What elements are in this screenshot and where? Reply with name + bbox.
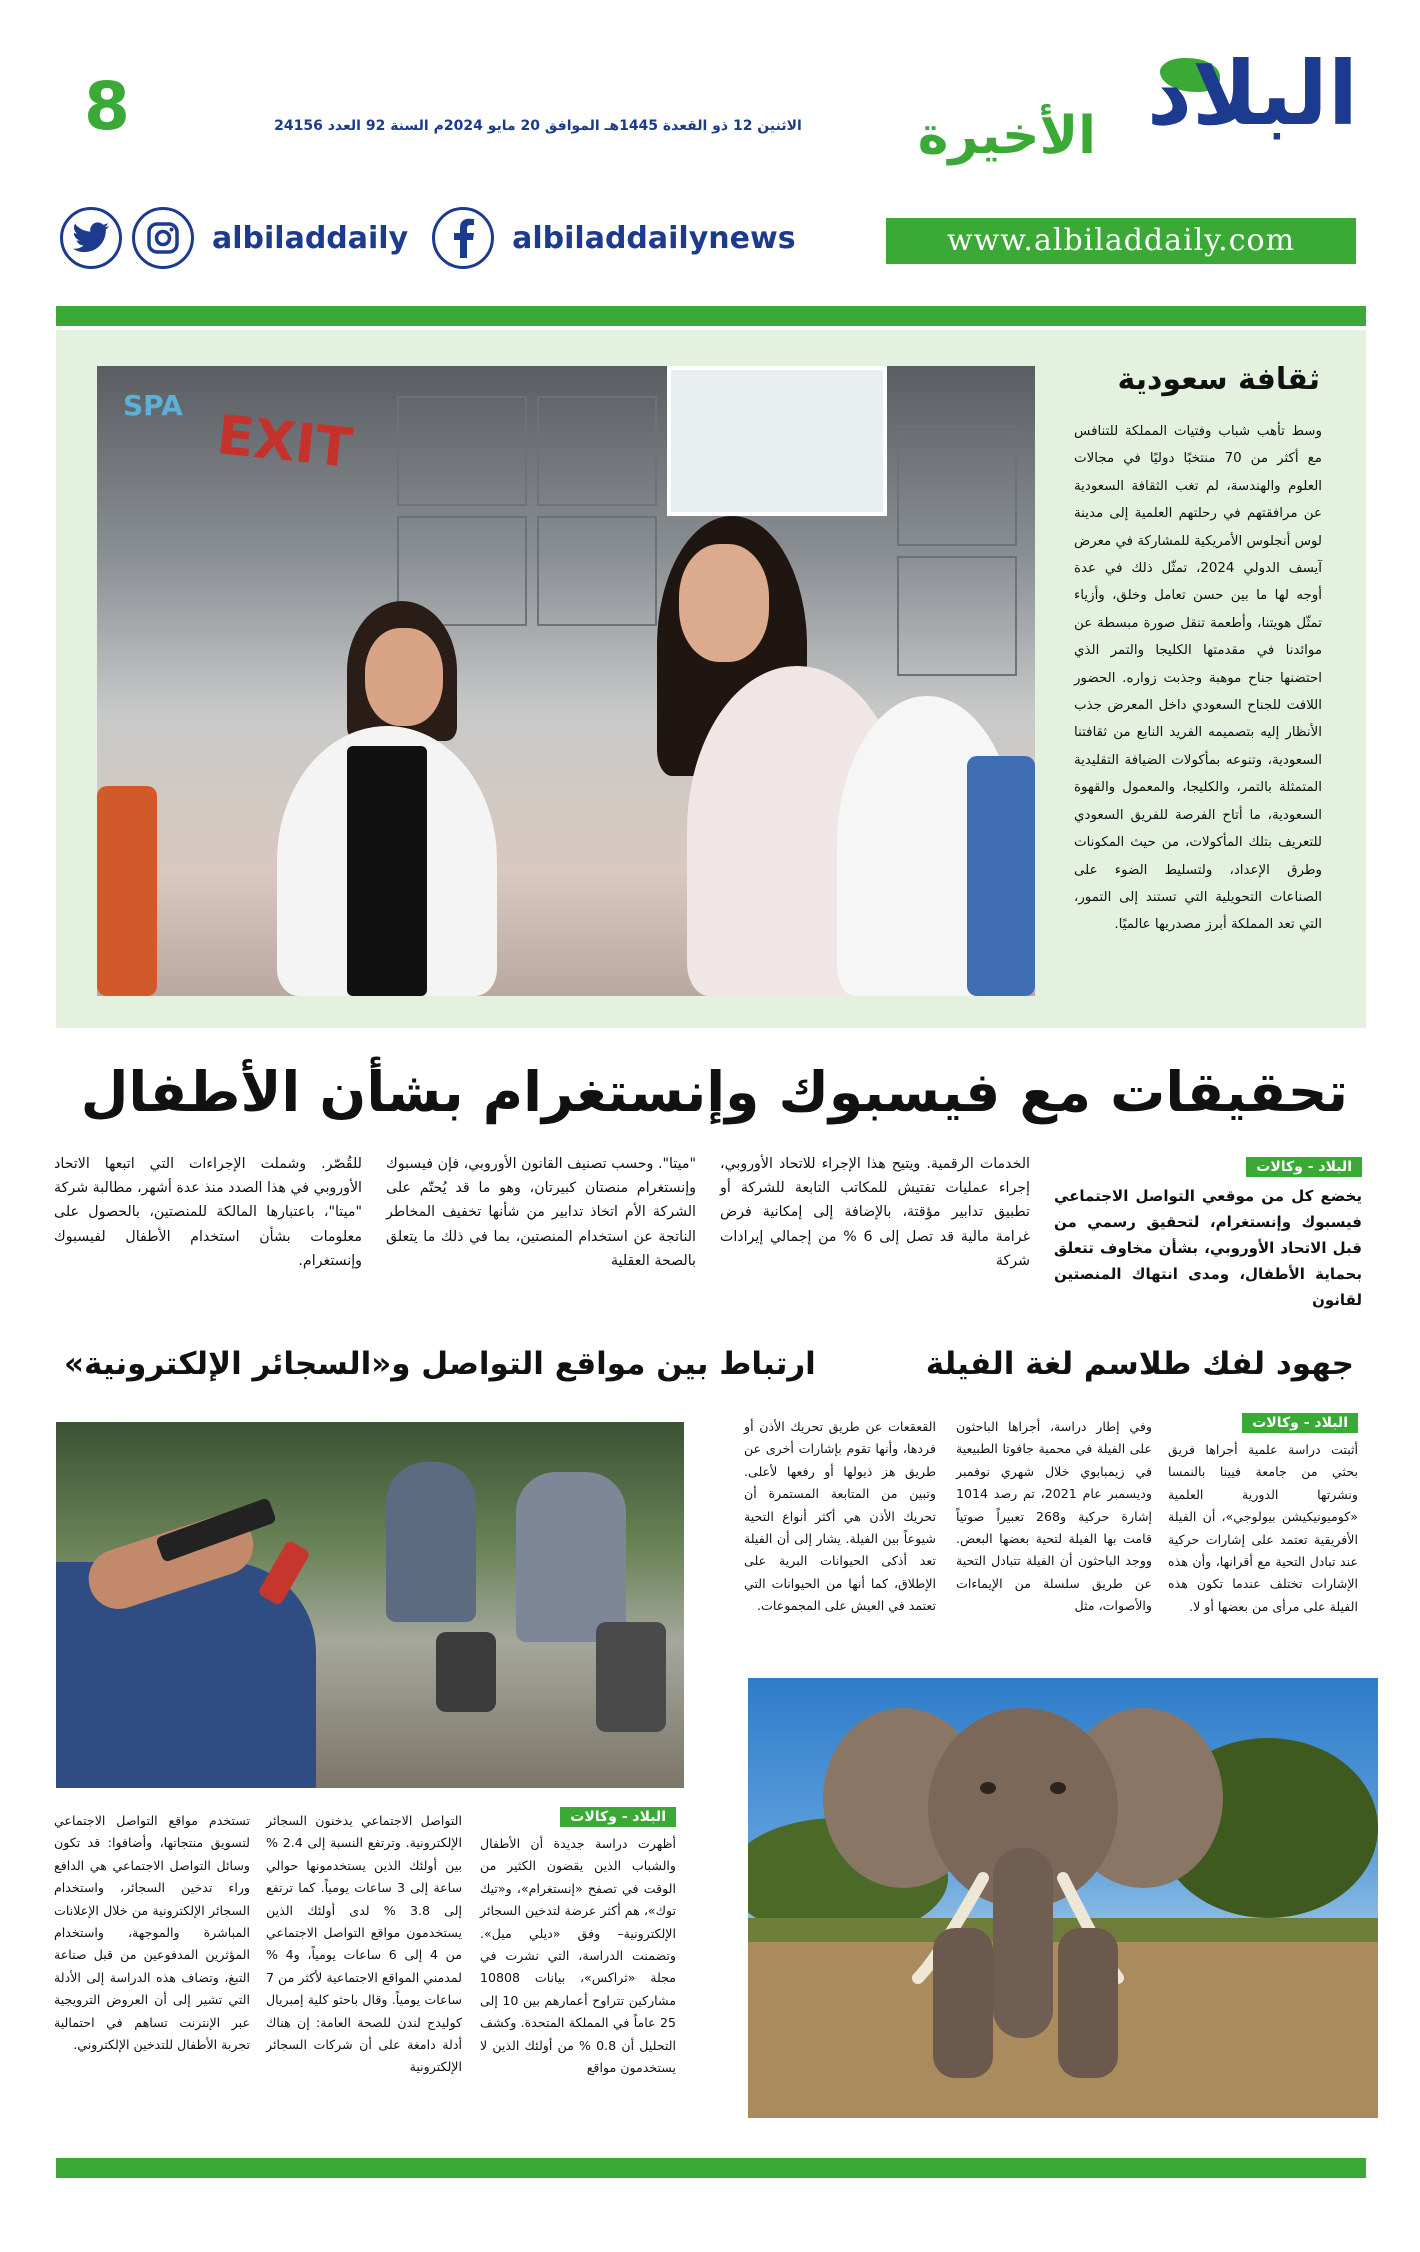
source-tag: البلاد - وكالات: [560, 1807, 676, 1827]
elephants-col-1: [1168, 1412, 1358, 1618]
elephants-col-3: القعقعات عن طريق تحريك الأذن أو فردها، وأنها تقوم بإشارات أخرى عن طريق هز ذيولها أو رفعها لأعلى. وتبين من المتابعة المستمرة أن تحريك الأذن هي أكثر أنواع التحية شيوعاً بين الفيلة. يشار إلى أن الفيلة تعد أذكى الحيوانات البرية على الإطلاق، كما أنها من الحيوانات التي تعتمد في العيش على المجموعات.: [744, 1419, 936, 1614]
person-left-face: [365, 628, 443, 726]
blurred-person: [386, 1462, 476, 1622]
source-tag: البلاد - وكالات: [1246, 1157, 1362, 1177]
ecig-headline: ارتباط بين مواقع التواصل و«السجائر الإلكترونية»: [64, 1346, 816, 1382]
culture-body: وسط تأهب شباب وفتيات المملكة للتنافس مع أكثر من 70 منتخبًا دوليًا في مجالات العلوم والهندسة، لم تغب الثقافة السعودية عن مرافقتهم في رحلتهم العلمية إلى مدينة لوس أنجلوس الأمريكية للمشاركة في معرض آيسف الدولي 2024، تمثّل ذلك في عدة أوجه لها ما بين حسن تعامل وخلق، وأزياء تمثّل هويتنا، وأطعمة تنقل صورة مبسطة عن موائدنا في مقدمتها الكليجا والتمر الذي احتضنها جناح موهبة وجذبت زواره. الحضور اللافت للجناح السعودي داخل المعرض جذب الأنظار إليه بتصميمه الفريد النابع من ثقافتنا السعودية، وتنوعه بمأكولات الضيافة التقليدية المتمثلة بالتمر، والكليجا، والمعمول والقهوة السعودية، ما أتاح الفرصة للفريق السعودي للتعريف بتلك المأكولات، من حيث المكونات وطرق الإعداد، ولتسليط الضوء على الصناعات التحويلية التي تستند إلى التمور، التي تعد المملكة أبرز مصدريها عالميًا.: [1074, 424, 1322, 933]
main-story-col-4: للقُصّر. وشملت الإجراءات التي اتبعها الاتحاد الأوروبي في هذا الصدد منذ عدة أشهر، مطالبة شركة "ميتا"، باعتبارها المالكة للمنصتين، بالحصول على معلومات بشأن استخدام الأطفال لفيسبوك وإنستغرام.: [54, 1156, 362, 1269]
ecig-col-2: التواصل الاجتماعي يدخنون السجائر الإلكترونية. وترتفع النسبة إلى 2.4 % بين أولئك الذين يستخدمونها حوالي ساعة إلى 3 ساعات يومياً. كما ترتفع إلى 3.8 % لدى أولئك الذين يستخدمون مواقع التواصل الاجتماعي من 4 إلى 6 ساعات يومياً، و4 % لمدمني المواقع الاجتماعية لأكثر من 7 ساعات يومياً. وقال باحثو كلية إمبريال كوليدج لندن للصحة العامة: إن هناك أدلة دامغة على أن شركات السجائر الإلكترونية: [266, 1813, 463, 2075]
elephants-headline: جهود لفك طلاسم لغة الفيلة: [925, 1346, 1354, 1382]
background-person: [97, 786, 157, 996]
blurred-legs: [596, 1622, 666, 1732]
blurred-person: [516, 1472, 626, 1642]
person-left-shirt: [347, 746, 427, 996]
elephants-text: أثبتت دراسة علمية أجراها فريق بحثي من جامعة فيينا بالنمسا ونشرتها الدورية العلمية «كوميونيكيشن بيولوجي»، أن الفيلة الأفريقية تعتمد على إشارات حركية عند تبادل التحية مع أقرانها، وأن هذه الإشارات تختلف عندما تكون هذه الفيلة على مرأى من بعضها أو لا.: [1168, 1442, 1358, 1614]
blurred-legs: [436, 1632, 496, 1712]
ecig-col-3: تستخدم مواقع التواصل الاجتماعي لتسويق منتجاتها، وأضافوا: قد تكون وسائل التواصل الاجتماعي هي الدافع وراء تدخين السجائر، واستخدام السجائر الإلكترونية من خلال الإعلانات المباشرة والموجهة، واستخدام المؤثرين المدفوعين من قبل صناعة التبغ، وتضاف هذه الدراسة إلى الأدلة التي تشير إلى أن العروض الترويجية عبر الإنترنت تساهم في احتمالية تجربة الأطفال للتدخين الإلكتروني.: [54, 1813, 250, 2053]
ecig-text: أظهرت دراسة جديدة أن الأطفال والشباب الذين يقضون الكثير من الوقت في تصفح «إنستغرام»، و«تيك توك»، هم أكثر عرضة لتدخين السجائر الإلكترونية– وفق «ديلي ميل». وتضمنت الدراسة، التي نشرت في مجلة «ثراكس»، بيانات 10808 مشاركين تتراوح أعمارهم بين 10 إلى 25 عاماً في المملكة المتحدة. وكشف التحليل أن 0.8 % من أولئك الذين لا يستخدمون مواقع: [480, 1836, 677, 2076]
page-number: 8: [84, 68, 130, 145]
logo-subtitle: الأخيرة: [917, 106, 1096, 166]
facebook-icon[interactable]: [432, 207, 494, 269]
main-story-col-2: الخدمات الرقمية. ويتيح هذا الإجراء للاتحاد الأوروبي، إجراء عمليات تفتيش للمكاتب التابعة للشركة أو تطبيق تدابير مؤقتة، بالإضافة إلى إمكانية فرض غرامة مالية قد تصل إلى 6 % من إجمالي إيرادات شركة: [720, 1156, 1030, 1269]
social-links: [60, 206, 810, 270]
elephant-illustration: [748, 1678, 1378, 2118]
bottom-divider: [56, 2158, 1366, 2178]
facebook-handle[interactable]: albiladdailynews: [512, 220, 796, 256]
website-bar[interactable]: www.albiladdaily.com: [886, 218, 1356, 264]
main-story-col-3: "ميتا". وحسب تصنيف القانون الأوروبي، فإن فيسبوك وإنستغرام منصتان كبيرتان، وهو ما قد يُحتّم على الشركة الأم اتخاذ تدابير من شأنها تخفيف المخاطر الناتجة عن استخدام المنصتين، بما في ذلك ما يتعلق بالصحة العقلية: [386, 1156, 696, 1269]
instagram-handle[interactable]: albiladdaily: [212, 220, 409, 256]
main-story-text: يخضع كل من موقعي التواصل الاجتماعي فيسبوك وإنستغرام، لتحقيق رسمي من قبل الاتحاد الأوروبي، بشأن مخاوف تتعلق بحماية الأطفال، ومدى انتهاك المنصتين لقانون: [1054, 1187, 1362, 1309]
person-right-face: [679, 544, 769, 662]
twitter-icon[interactable]: [60, 207, 122, 269]
main-headline: تحقيقات مع فيسبوك وإنستغرام بشأن الأطفال: [80, 1060, 1348, 1124]
top-divider: [56, 306, 1366, 326]
source-tag: البلاد - وكالات: [1242, 1413, 1358, 1433]
culture-photo: [97, 366, 1035, 996]
instagram-icon[interactable]: [132, 207, 194, 269]
agency-logo: SPA: [123, 389, 183, 422]
background-person: [967, 756, 1035, 996]
dateline: الاثنين 12 ذو القعدة 1445هـ الموافق 20 مايو 2024م السنة 92 العدد 24156: [274, 118, 802, 134]
ecig-photo: [56, 1422, 684, 1788]
culture-title: ثقافة سعودية: [1117, 362, 1320, 397]
window: [667, 366, 887, 516]
elephants-col-2: وفي إطار دراسة، أجراها الباحثون على الفيلة في محمية جافوتا الطبيعية في زيمبابوي خلال شهري نوفمبر وديسمبر عام 2021، تم رصد 1014 إشارة حركية و268 تعبيراً صوتياً قامت بها الفيلة لتحية بعضها البعض. ووجد الباحثون أن الفيلة تتبادل التحية عن طريق سلسلة من الإيماءات والأصوات، مثل: [956, 1419, 1152, 1614]
masthead-logo[interactable]: [917, 42, 1358, 176]
main-story-col-1: [1054, 1156, 1362, 1313]
ecig-col-1: [480, 1806, 676, 2079]
logo-title: البلاد: [1146, 42, 1358, 145]
exit-sign: EXIT: [214, 403, 356, 480]
elephant-photo: [748, 1678, 1378, 2118]
